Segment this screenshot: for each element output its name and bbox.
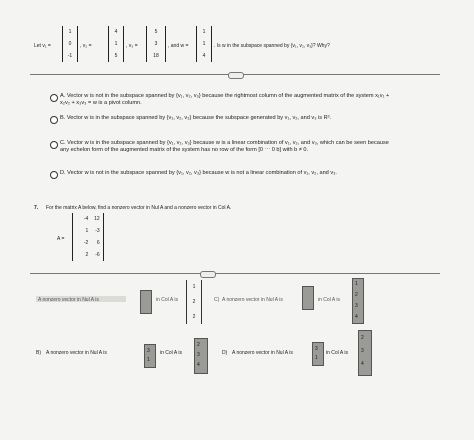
option-b — [60, 115, 390, 122]
option-d-letter: D) — [222, 350, 228, 356]
option-d-col-text: in Col A is — [326, 350, 348, 356]
vector-entry: 4 — [355, 314, 358, 320]
expand-handle-icon[interactable] — [200, 271, 216, 278]
option-a-col-text: in Col A is — [156, 297, 178, 303]
w-entry: 4 — [202, 53, 206, 59]
vector-entry: 3 — [361, 348, 364, 354]
matrix-entry: 6 — [96, 240, 100, 246]
option-d-radio[interactable] — [50, 171, 58, 179]
vector-entry: 1 — [355, 281, 358, 287]
option-text: Vector w is in the subspace spanned by {v₁, v₂, v₃} because w is a linear combination of v₁, v₂, and v₃, which can be seen because any echelon form of the augmented matrix of the system has no row of the form [0 ⋯ 0 b] with b ≠ 0. — [60, 140, 389, 153]
matrix-row — [76, 228, 99, 234]
matrix-entry: -3 — [95, 228, 100, 234]
v3-entry: 3 — [154, 41, 158, 47]
option-c — [60, 140, 390, 154]
option-text: Vector w is in the subspace spanned by {v₁, v₂, v₃} because the subspace generated by v₁, v₂, and v₃ is R³. — [66, 115, 332, 121]
matrix-entry: -6 — [95, 252, 100, 258]
option-text: Vector w is not in the subspace spanned by {v₁, v₂, v₃} because the rightmost column of the augmented matrix of the system x₁v₁ + x₂v₂ + x₃v₃ = w is a pivot column. — [60, 93, 390, 106]
w-label: , and w = — [168, 43, 189, 49]
matrix-entry: -4 — [83, 216, 89, 222]
option-a — [60, 93, 390, 107]
w-entry: 1 — [202, 41, 206, 47]
col-vector-c — [352, 278, 364, 324]
col-vector-b — [194, 338, 208, 374]
q6-question: . Is w in the subspace spanned by {v₁, v₂, v₃}? Why? — [214, 43, 330, 49]
option-text: Vector w is not in the subspace spanned by {v₁, v₂, v₃} because w is not a linear combination of v₁, v₂, and v₃. — [67, 170, 337, 176]
vector-entry: 2 — [197, 342, 200, 348]
vector-entry: 2 — [355, 292, 358, 298]
v2-label: , v₂ = — [80, 43, 92, 49]
v3-label: , v₃ = — [126, 43, 138, 49]
option-c-radio[interactable] — [50, 141, 58, 149]
question-number: 7. — [34, 205, 39, 211]
option-a-radio[interactable] — [50, 94, 58, 102]
nul-vector-a — [140, 290, 152, 314]
let-label: Let v₁ = — [34, 43, 51, 49]
option-letter: C. — [60, 140, 66, 146]
vector-entry: 3 — [197, 352, 200, 358]
vector-entry: 3 — [315, 346, 318, 352]
v2-entry: 4 — [114, 29, 118, 35]
a-label: A = — [57, 236, 65, 242]
vector-entry: 4 — [197, 362, 200, 368]
matrix-entry: 1 — [85, 228, 89, 234]
vector-entry: 1 — [315, 355, 318, 361]
option-a-text: A nonzero vector in Nul A is — [38, 297, 99, 303]
matrix-row — [76, 240, 99, 246]
col-vector-d — [358, 330, 372, 376]
option-b-letter: B) — [36, 350, 41, 356]
option-c-text: A nonzero vector in Nul A is — [222, 297, 283, 303]
option-b-radio[interactable] — [50, 116, 58, 124]
v1-entry: 1 — [68, 29, 72, 35]
v3-entry: 18 — [153, 53, 159, 59]
option-letter: A. — [60, 93, 66, 99]
v1-entry: 0 — [68, 41, 72, 47]
matrix-row — [76, 252, 99, 258]
vector-entry: 3 — [147, 348, 150, 354]
vector-w — [196, 26, 212, 62]
vector-entry: 2 — [192, 298, 196, 305]
option-c-letter: C) — [214, 297, 220, 303]
option-d-text: A nonzero vector in Nul A is — [232, 350, 293, 356]
v3-entry: 5 — [154, 29, 158, 35]
vector-entry: 2 — [361, 335, 364, 341]
nul-vector-b — [144, 344, 156, 368]
option-b-col-text: in Col A is — [160, 350, 182, 356]
v1-entry: -1 — [67, 53, 73, 59]
option-letter: D. — [60, 170, 66, 176]
matrix-a — [72, 213, 104, 261]
q7-prompt: For the matrix A below, find a nonzero vector in Nul A and a nonzero vector in Col A. — [46, 205, 232, 211]
vector-entry: 1 — [147, 357, 150, 363]
option-d — [60, 170, 390, 177]
option-b-text: A nonzero vector in Nul A is — [46, 350, 107, 356]
vector-v1 — [62, 26, 78, 62]
option-letter: B. — [60, 115, 66, 121]
matrix-entry: 12 — [94, 216, 100, 222]
vector-v2 — [108, 26, 124, 62]
vector-entry: 3 — [355, 303, 358, 309]
v2-entry: 1 — [114, 41, 118, 47]
vector-entry: 2 — [192, 313, 196, 320]
vector-entry: 1 — [192, 284, 196, 291]
nul-vector-c — [302, 286, 314, 310]
vector-entry: 4 — [361, 361, 364, 367]
section-divider — [30, 273, 440, 274]
nul-vector-d — [312, 342, 324, 366]
w-entry: 1 — [202, 29, 206, 35]
v2-entry: 5 — [114, 53, 118, 59]
col-vector-a — [186, 280, 202, 324]
matrix-entry: -2 — [83, 240, 89, 246]
option-c-col-text: in Col A is — [318, 297, 340, 303]
expand-handle-icon[interactable] — [228, 72, 244, 79]
vector-v3 — [146, 26, 166, 62]
matrix-row — [76, 216, 99, 222]
matrix-entry: 2 — [85, 252, 89, 258]
